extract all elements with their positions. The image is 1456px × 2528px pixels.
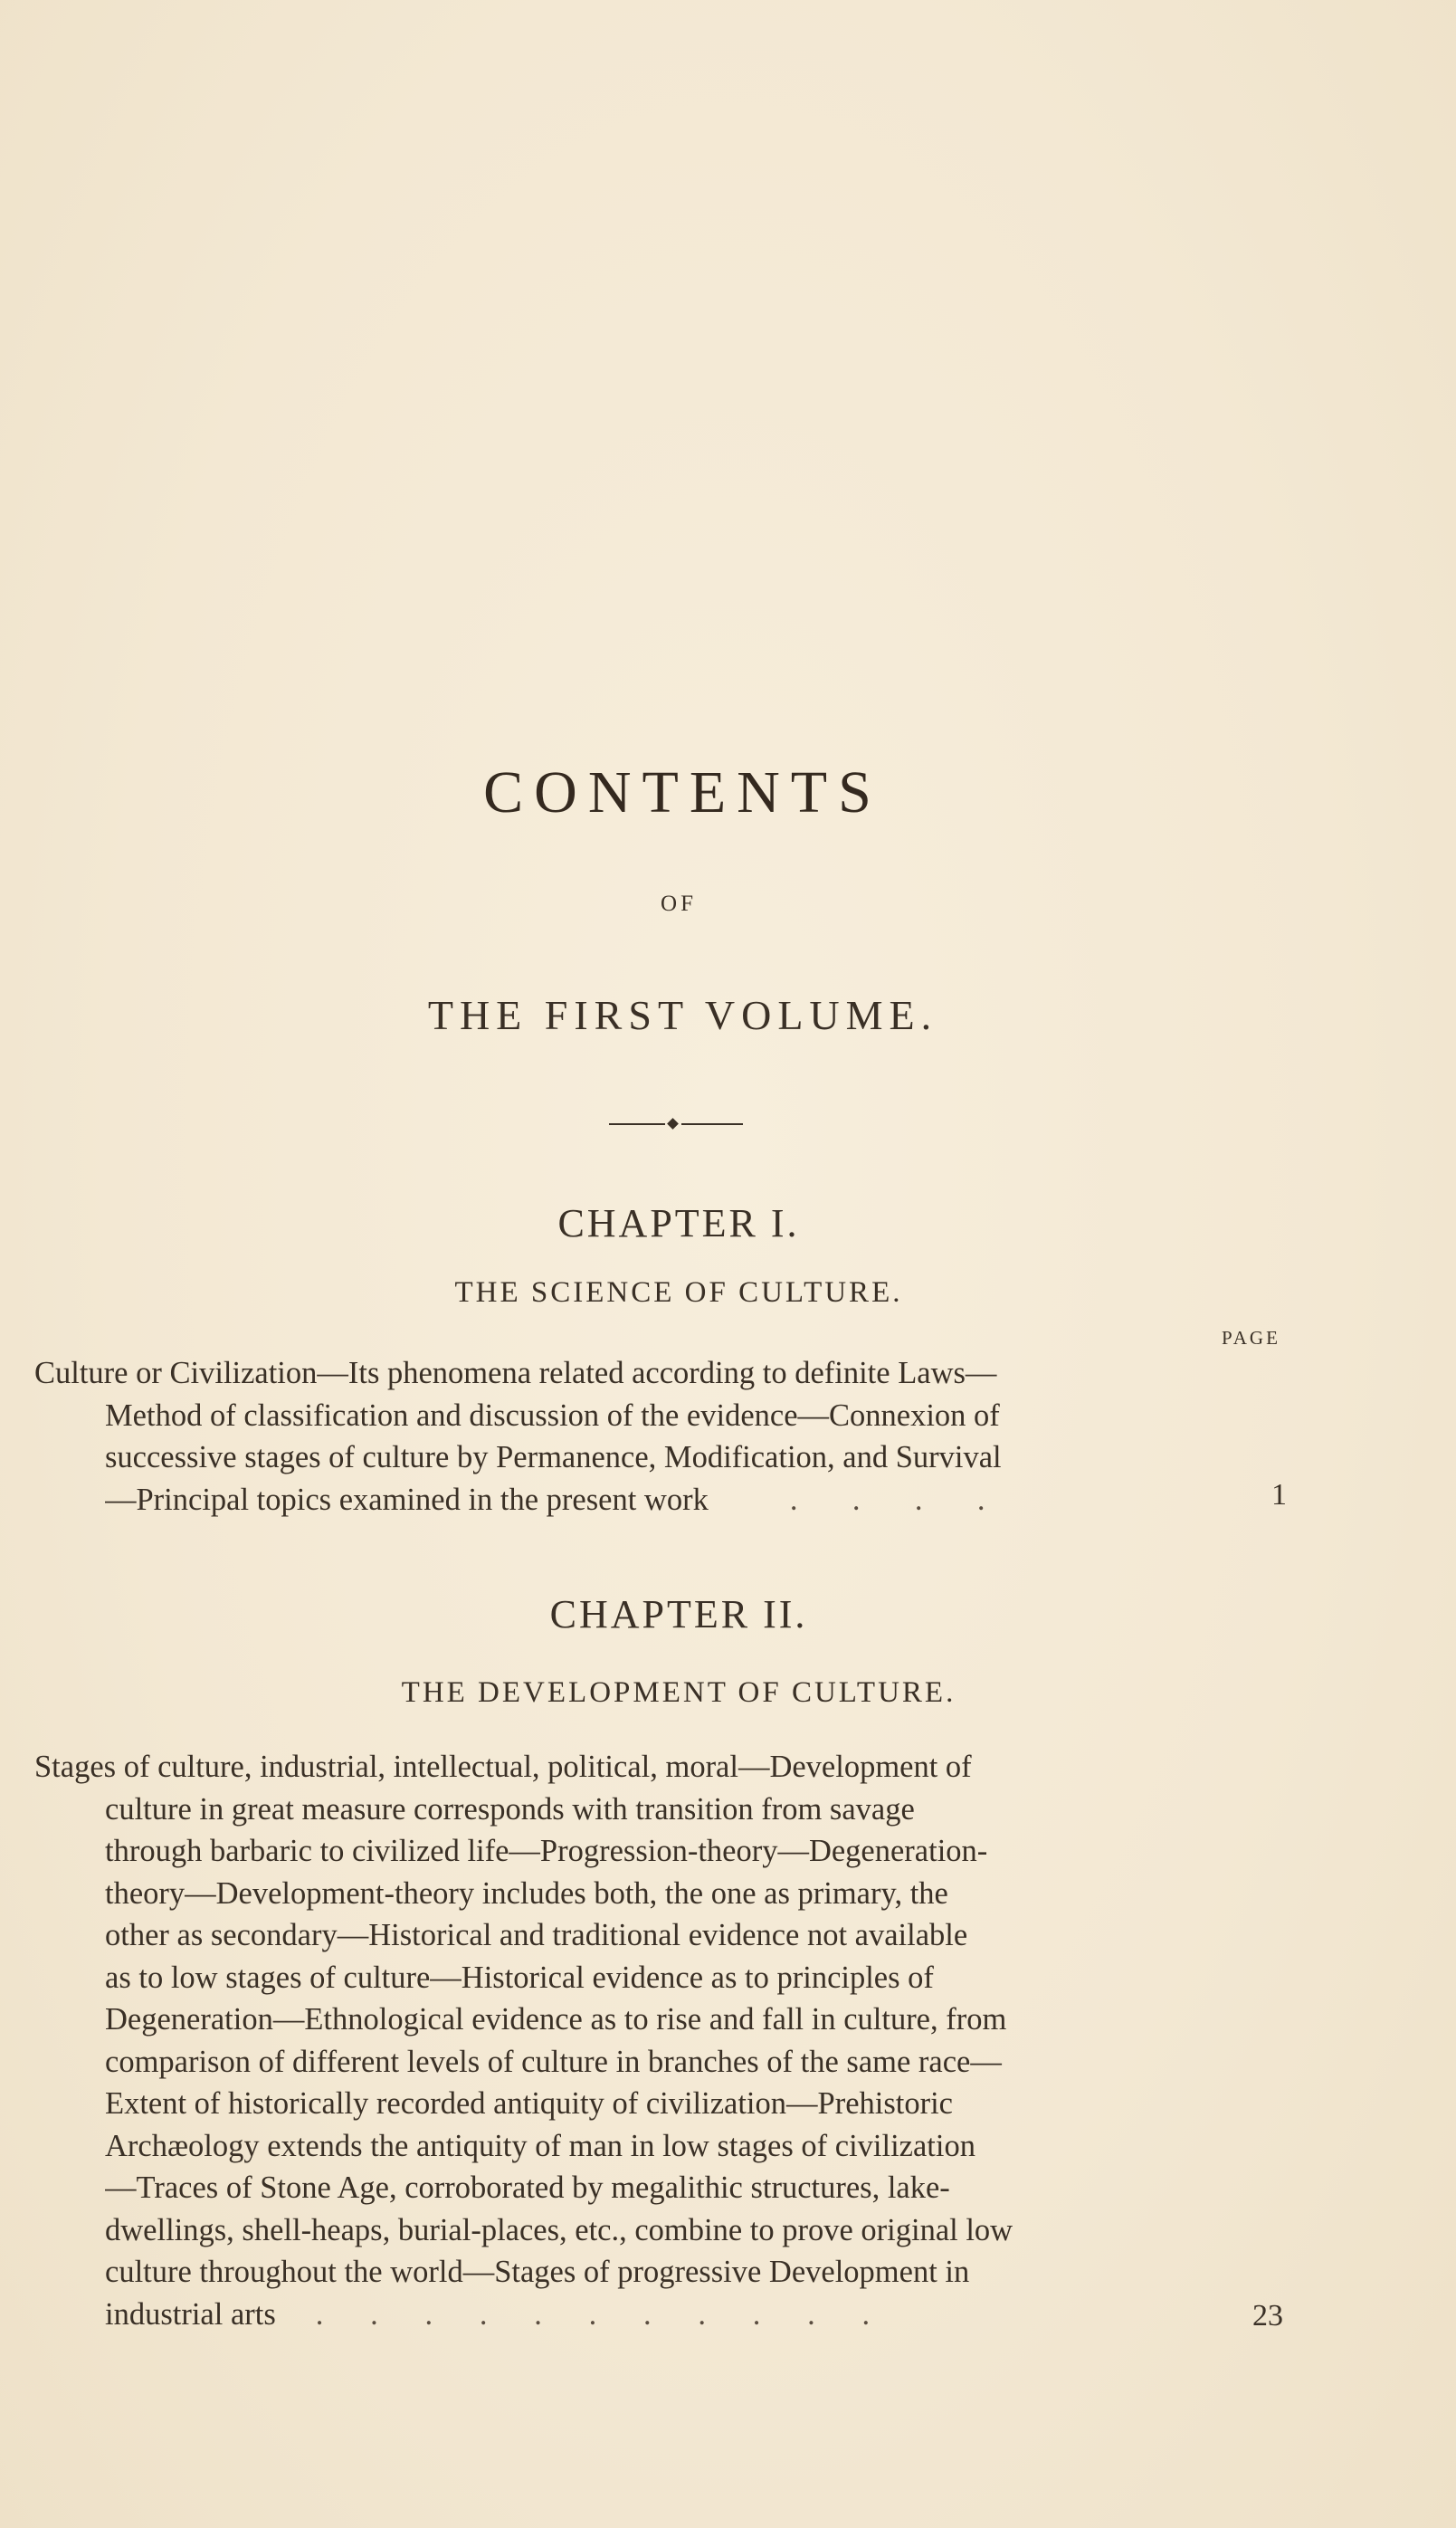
summary-line: other as secondary—Historical and traditional evidence not available [105, 1918, 968, 1952]
summary-line: industrial arts [105, 2296, 276, 2332]
summary-line: —Traces of Stone Age, corroborated by megalithic structures, lake- [105, 2170, 950, 2205]
summary-line: theory—Development-theory includes both, the one as primary, the [105, 1875, 948, 1911]
chapter-2-title: THE DEVELOPMENT OF CULTURE. [401, 1676, 956, 1709]
summary-line: Archæology extends the antiquity of man in low stages of civilization [105, 2128, 975, 2163]
summary-line: successive stages of culture by Permanence, Modification, and Survival [105, 1440, 1002, 1474]
summary-line: Extent of historically recorded antiquity of civilization—Prehistoric [105, 2086, 953, 2121]
volume-title: THE FIRST VOLUME. [427, 992, 938, 1038]
chapter-2-summary [34, 1746, 1207, 2335]
summary-line: Method of classification and discussion of the evidence—Connexion of [105, 1398, 1000, 1433]
summary-line: comparison of different levels of culture in branches of the same race— [105, 2044, 1002, 2079]
contents-of: OF [661, 892, 697, 916]
summary-line: as to low stages of culture—Historical evidence as to principles of [105, 1960, 934, 1995]
chapter-1-page-number: 1 [1271, 1478, 1287, 1512]
summary-line: dwellings, shell-heaps, burial-places, etc., combine to prove original low [105, 2212, 1013, 2247]
page-column-label: PAGE [1222, 1327, 1280, 1349]
ornament-divider [609, 1121, 743, 1128]
chapter-1-heading: CHAPTER I. [557, 1201, 800, 1245]
chapter-2-page-number: 23 [1252, 2299, 1283, 2332]
summary-line: culture in great measure corresponds with transition from savage [105, 1791, 915, 1827]
summary-line: through barbaric to civilized life—Progression-theory—Degeneration- [105, 1834, 988, 1868]
summary-line: culture throughout the world—Stages of progressive Development in [105, 2255, 970, 2289]
summary-line: Stages of culture, industrial, intellectual, political, moral—Development of [34, 1750, 972, 1784]
dot-leader: . . . . . . . . . . . [315, 2296, 871, 2332]
contents-title: CONTENTS [483, 759, 882, 825]
summary-line: —Principal topics examined in the present work [105, 1482, 709, 1517]
chapter-2-heading: CHAPTER II. [549, 1592, 808, 1636]
summary-line: Culture or Civilization—Its phenomena related according to definite Laws— [34, 1356, 997, 1390]
summary-line: Degeneration—Ethnological evidence as to rise and fall in culture, from [105, 2002, 1007, 2037]
chapter-1-summary [34, 1352, 1207, 1521]
diamond-ornament-icon [667, 1118, 679, 1130]
chapter-1-title: THE SCIENCE OF CULTURE. [454, 1276, 903, 1309]
dot-leader: . . . . [789, 1482, 985, 1517]
